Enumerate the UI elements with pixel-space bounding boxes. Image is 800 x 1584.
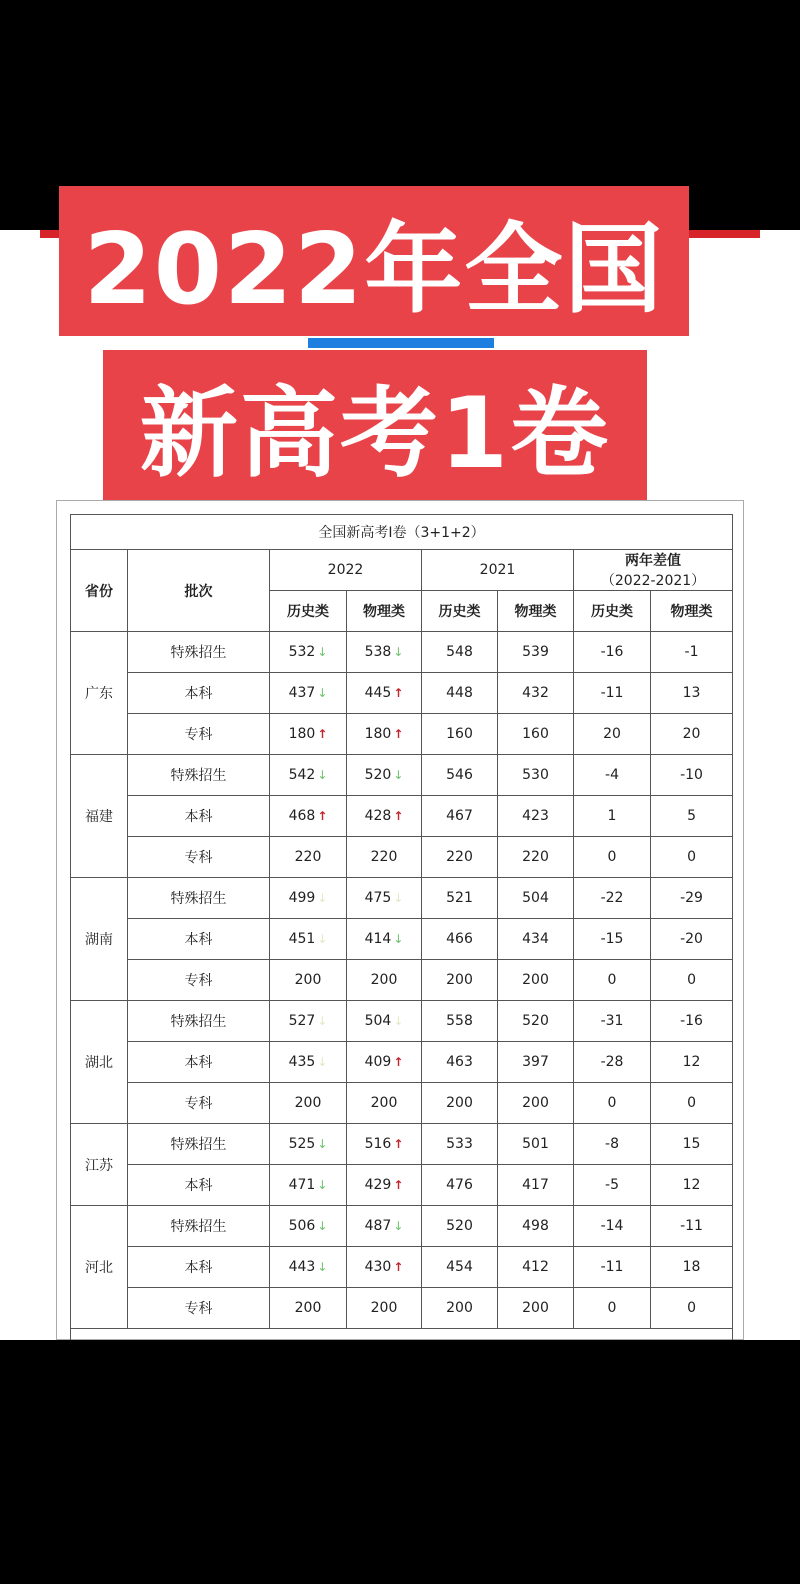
score-value: 506 [288, 1218, 316, 1234]
table-row [71, 1124, 733, 1165]
score-value: 520 [364, 767, 392, 783]
score-2021-history-cell: 200 [422, 960, 498, 1001]
province-cell: 湖北 [71, 1001, 128, 1124]
header-difference-title: 两年差值 [625, 553, 682, 569]
arrow-up-icon: ↑ [393, 1055, 404, 1069]
arrow-up-icon: ↑ [317, 809, 328, 823]
diff-history-cell: 0 [574, 960, 651, 1001]
score-2021-physics-cell: 501 [498, 1124, 574, 1165]
score-2022-history-cell [270, 632, 347, 673]
diff-physics-cell: 0 [651, 1288, 733, 1329]
arrow-down-icon: ↓ [393, 1219, 404, 1233]
score-2021-physics-cell: 412 [498, 1247, 574, 1288]
batch-cell: 本科 [128, 1165, 270, 1206]
score-2021-history-cell: 476 [422, 1165, 498, 1206]
score-2021-physics-cell: 200 [498, 1083, 574, 1124]
header-difference-range: （2022-2021） [600, 573, 706, 589]
batch-cell: 特殊招生 [128, 1124, 270, 1165]
score-value: 430 [364, 1259, 392, 1275]
score-2021-history-cell: 558 [422, 1001, 498, 1042]
score-2022-history-cell [270, 1247, 347, 1288]
arrow-down-icon: ↓ [317, 1260, 328, 1274]
score-2022-history-cell [270, 878, 347, 919]
batch-cell: 专科 [128, 960, 270, 1001]
batch-cell: 专科 [128, 1288, 270, 1329]
header-2021-physics: 物理类 [498, 591, 574, 632]
score-value: 180 [288, 726, 316, 742]
score-2022-physics-cell [347, 837, 422, 878]
header-diff-history: 历史类 [574, 591, 651, 632]
score-2022-physics-cell [347, 714, 422, 755]
table-row [71, 1001, 733, 1042]
score-2021-physics-cell: 539 [498, 632, 574, 673]
diff-physics-cell: 13 [651, 673, 733, 714]
arrow-down-icon: ↓ [317, 1137, 328, 1151]
diff-physics-cell: -29 [651, 878, 733, 919]
header-year-2022: 2022 [270, 550, 422, 591]
header-batch: 批次 [128, 550, 270, 632]
score-2021-history-cell: 220 [422, 837, 498, 878]
score-value: 542 [288, 767, 316, 783]
score-2021-physics-cell: 397 [498, 1042, 574, 1083]
table-row [71, 1247, 733, 1288]
diff-history-cell: -8 [574, 1124, 651, 1165]
score-2022-physics-cell [347, 755, 422, 796]
score-value: 200 [370, 1095, 398, 1111]
arrow-down-icon: ↓ [317, 891, 328, 905]
score-2022-physics-cell [347, 960, 422, 1001]
batch-cell: 特殊招生 [128, 632, 270, 673]
header-year-2021: 2021 [422, 550, 574, 591]
diff-physics-cell: -16 [651, 1001, 733, 1042]
score-2022-physics-cell [347, 1001, 422, 1042]
score-value: 428 [364, 808, 392, 824]
score-2022-physics-cell [347, 1247, 422, 1288]
score-2021-history-cell: 454 [422, 1247, 498, 1288]
score-value: 443 [288, 1259, 316, 1275]
diff-physics-cell: -1 [651, 632, 733, 673]
diff-history-cell: -15 [574, 919, 651, 960]
score-table-body [71, 632, 733, 1329]
arrow-down-icon: ↓ [317, 768, 328, 782]
score-2022-history-cell [270, 919, 347, 960]
score-2022-physics-cell [347, 1206, 422, 1247]
score-value: 200 [294, 1300, 322, 1316]
score-2022-history-cell [270, 755, 347, 796]
arrow-down-icon: ↓ [317, 932, 328, 946]
diff-history-cell: 0 [574, 837, 651, 878]
score-value: 200 [294, 1095, 322, 1111]
header-diff-physics: 物理类 [651, 591, 733, 632]
diff-history-cell: 0 [574, 1288, 651, 1329]
score-2022-history-cell [270, 1165, 347, 1206]
score-2021-physics-cell: 530 [498, 755, 574, 796]
score-table [70, 514, 733, 1344]
arrow-down-icon: ↓ [393, 891, 404, 905]
score-value: 468 [288, 808, 316, 824]
score-2022-physics-cell [347, 1124, 422, 1165]
score-2021-history-cell: 463 [422, 1042, 498, 1083]
table-row [71, 1206, 733, 1247]
arrow-up-icon: ↑ [393, 686, 404, 700]
batch-cell: 本科 [128, 919, 270, 960]
score-2022-history-cell [270, 1124, 347, 1165]
score-2022-history-cell [270, 960, 347, 1001]
diff-history-cell: -28 [574, 1042, 651, 1083]
title-banner-line-1 [59, 186, 689, 336]
batch-cell: 本科 [128, 796, 270, 837]
province-cell: 广东 [71, 632, 128, 755]
province-cell: 江苏 [71, 1124, 128, 1206]
diff-physics-cell: 0 [651, 960, 733, 1001]
header-difference [574, 550, 733, 591]
header-2022-history: 历史类 [270, 591, 347, 632]
score-value: 220 [294, 849, 322, 865]
province-cell: 河北 [71, 1206, 128, 1329]
score-2021-physics-cell: 160 [498, 714, 574, 755]
table-row [71, 1288, 733, 1329]
score-2021-physics-cell: 220 [498, 837, 574, 878]
arrow-down-icon: ↓ [317, 1055, 328, 1069]
arrow-down-icon: ↓ [317, 645, 328, 659]
table-row [71, 1165, 733, 1206]
diff-physics-cell: 12 [651, 1042, 733, 1083]
diff-history-cell: -5 [574, 1165, 651, 1206]
table-row [71, 632, 733, 673]
score-2021-history-cell: 200 [422, 1083, 498, 1124]
score-value: 414 [364, 931, 392, 947]
score-2022-physics-cell [347, 1165, 422, 1206]
arrow-up-icon: ↑ [393, 1137, 404, 1151]
batch-cell: 特殊招生 [128, 878, 270, 919]
batch-cell: 特殊招生 [128, 1206, 270, 1247]
header-2021-history: 历史类 [422, 591, 498, 632]
score-2022-history-cell [270, 1083, 347, 1124]
score-value: 527 [288, 1013, 316, 1029]
score-2022-physics-cell [347, 632, 422, 673]
diff-history-cell: -14 [574, 1206, 651, 1247]
score-2022-physics-cell [347, 1042, 422, 1083]
diff-physics-cell: 20 [651, 714, 733, 755]
score-2021-physics-cell: 498 [498, 1206, 574, 1247]
score-value: 429 [364, 1177, 392, 1193]
score-value: 471 [288, 1177, 316, 1193]
diff-history-cell: -11 [574, 1247, 651, 1288]
score-document [56, 500, 744, 1340]
batch-cell: 专科 [128, 837, 270, 878]
table-row [71, 673, 733, 714]
header-2022-physics: 物理类 [347, 591, 422, 632]
score-2021-physics-cell: 504 [498, 878, 574, 919]
score-value: 445 [364, 685, 392, 701]
arrow-up-icon: ↑ [317, 727, 328, 741]
score-2022-physics-cell [347, 919, 422, 960]
arrow-down-icon: ↓ [393, 768, 404, 782]
score-2022-physics-cell [347, 1083, 422, 1124]
arrow-down-icon: ↓ [317, 1178, 328, 1192]
score-2021-physics-cell: 200 [498, 1288, 574, 1329]
score-value: 451 [288, 931, 316, 947]
table-row [71, 1042, 733, 1083]
score-value: 409 [364, 1054, 392, 1070]
score-2021-history-cell: 448 [422, 673, 498, 714]
score-2021-physics-cell: 520 [498, 1001, 574, 1042]
score-2021-physics-cell: 417 [498, 1165, 574, 1206]
diff-physics-cell: 5 [651, 796, 733, 837]
arrow-up-icon: ↑ [393, 727, 404, 741]
batch-cell: 本科 [128, 1247, 270, 1288]
arrow-up-icon: ↑ [393, 809, 404, 823]
table-row [71, 796, 733, 837]
score-2022-physics-cell [347, 673, 422, 714]
table-row [71, 755, 733, 796]
table-row [71, 837, 733, 878]
score-value: 516 [364, 1136, 392, 1152]
score-2022-physics-cell [347, 1288, 422, 1329]
score-value: 538 [364, 644, 392, 660]
score-2022-history-cell [270, 1042, 347, 1083]
diff-physics-cell: 0 [651, 1083, 733, 1124]
batch-cell: 特殊招生 [128, 755, 270, 796]
score-2021-history-cell: 200 [422, 1288, 498, 1329]
diff-history-cell: 20 [574, 714, 651, 755]
score-value: 200 [294, 972, 322, 988]
diff-history-cell: 1 [574, 796, 651, 837]
score-value: 504 [364, 1013, 392, 1029]
score-value: 487 [364, 1218, 392, 1234]
score-2022-physics-cell [347, 796, 422, 837]
score-2021-history-cell: 546 [422, 755, 498, 796]
table-row [71, 878, 733, 919]
score-2022-history-cell [270, 1001, 347, 1042]
score-2021-history-cell: 548 [422, 632, 498, 673]
batch-cell: 特殊招生 [128, 1001, 270, 1042]
table-row [71, 919, 733, 960]
score-2021-physics-cell: 423 [498, 796, 574, 837]
diff-physics-cell: 12 [651, 1165, 733, 1206]
score-2022-physics-cell [347, 878, 422, 919]
batch-cell: 本科 [128, 1042, 270, 1083]
arrow-up-icon: ↑ [393, 1260, 404, 1274]
score-value: 200 [370, 1300, 398, 1316]
score-2022-history-cell [270, 1288, 347, 1329]
arrow-down-icon: ↓ [393, 932, 404, 946]
arrow-down-icon: ↓ [393, 645, 404, 659]
score-value: 475 [364, 890, 392, 906]
score-2021-physics-cell: 432 [498, 673, 574, 714]
batch-cell: 专科 [128, 1083, 270, 1124]
score-2021-history-cell: 160 [422, 714, 498, 755]
diff-physics-cell: -20 [651, 919, 733, 960]
diff-physics-cell: -10 [651, 755, 733, 796]
table-row [71, 960, 733, 1001]
batch-cell: 专科 [128, 714, 270, 755]
score-2021-history-cell: 467 [422, 796, 498, 837]
diff-history-cell: -11 [574, 673, 651, 714]
diff-history-cell: 0 [574, 1083, 651, 1124]
score-value: 525 [288, 1136, 316, 1152]
score-value: 200 [370, 972, 398, 988]
score-value: 435 [288, 1054, 316, 1070]
score-2021-physics-cell: 434 [498, 919, 574, 960]
arrow-up-icon: ↑ [393, 1178, 404, 1192]
score-2021-history-cell: 521 [422, 878, 498, 919]
title-banner-line-2 [103, 350, 647, 500]
score-2021-history-cell: 533 [422, 1124, 498, 1165]
table-row [71, 1083, 733, 1124]
diff-physics-cell: 15 [651, 1124, 733, 1165]
score-2022-history-cell [270, 837, 347, 878]
province-cell: 福建 [71, 755, 128, 878]
arrow-down-icon: ↓ [317, 1219, 328, 1233]
score-value: 532 [288, 644, 316, 660]
score-2022-history-cell [270, 1206, 347, 1247]
diff-physics-cell: 0 [651, 837, 733, 878]
score-value: 437 [288, 685, 316, 701]
diff-history-cell: -22 [574, 878, 651, 919]
score-2022-history-cell [270, 714, 347, 755]
diff-history-cell: -4 [574, 755, 651, 796]
score-2021-physics-cell: 200 [498, 960, 574, 1001]
diff-physics-cell: 18 [651, 1247, 733, 1288]
bottom-black-band [0, 1340, 800, 1584]
score-value: 220 [370, 849, 398, 865]
score-2022-history-cell [270, 673, 347, 714]
score-value: 499 [288, 890, 316, 906]
blue-accent-line [308, 338, 494, 348]
table-row [71, 714, 733, 755]
diff-history-cell: -16 [574, 632, 651, 673]
score-value: 180 [364, 726, 392, 742]
arrow-down-icon: ↓ [317, 686, 328, 700]
batch-cell: 本科 [128, 673, 270, 714]
score-2021-history-cell: 520 [422, 1206, 498, 1247]
score-2021-history-cell: 466 [422, 919, 498, 960]
title-line-2: 新高考1卷 [139, 376, 611, 491]
diff-history-cell: -31 [574, 1001, 651, 1042]
diff-physics-cell: -11 [651, 1206, 733, 1247]
arrow-down-icon: ↓ [317, 1014, 328, 1028]
title-line-1: 2022年全国 [83, 212, 665, 327]
table-caption: 全国新高考Ⅰ卷（3+1+2） [71, 515, 733, 550]
score-2022-history-cell [270, 796, 347, 837]
province-cell: 湖南 [71, 878, 128, 1001]
arrow-down-icon: ↓ [393, 1014, 404, 1028]
header-province: 省份 [71, 550, 128, 632]
